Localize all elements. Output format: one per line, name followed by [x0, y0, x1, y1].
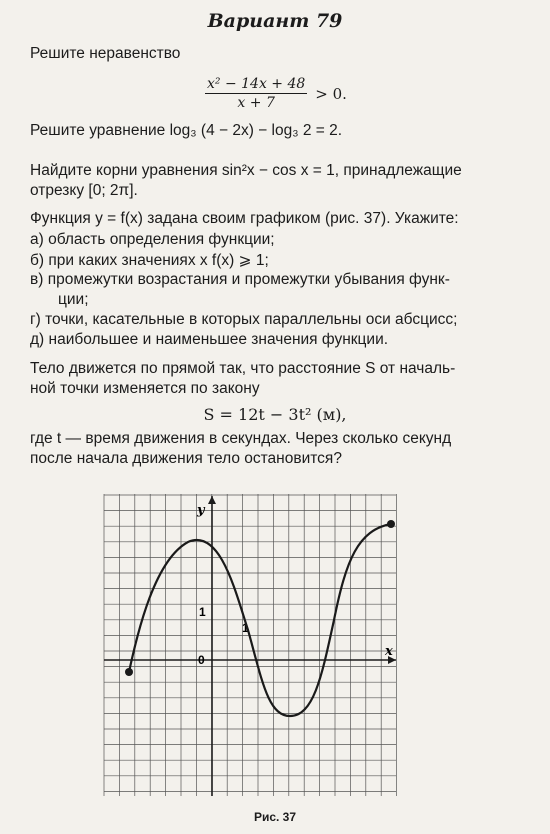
y-axis-arrow	[208, 496, 216, 504]
fraction-numerator: x² − 14x + 48	[207, 76, 306, 92]
task3-line2: отрезку [0; 2π].	[30, 182, 138, 199]
y-tick-label: 1	[199, 605, 206, 619]
task4-line1: Функция y = f(x) задана своим графиком (рис. 37). Укажите:	[30, 210, 459, 227]
task4-item-a: а) область определения функции;	[30, 231, 275, 248]
fraction	[205, 76, 307, 111]
task5-line2: ной точки изменяется по закону	[30, 380, 260, 397]
task4-item-d: г) точки, касательные в которых параллельны оси абсцисс;	[30, 311, 458, 328]
inequality-formula	[205, 76, 347, 111]
task4-item-c1: в) промежутки возрастания и промежутки убывания функ-	[30, 271, 450, 288]
task4-item-b: б) при каких значениях x f(x) ⩾ 1;	[30, 252, 269, 269]
graph-grid	[104, 494, 397, 796]
figure-caption: Рис. 37	[253, 810, 297, 824]
inequality-tail: > 0.	[315, 84, 347, 103]
x-tick-label: 1	[242, 621, 249, 635]
variant-title: Вариант 79	[207, 10, 343, 32]
motion-formula: S = 12t − 3t² (м),	[203, 405, 347, 424]
curve-start-point	[125, 668, 133, 676]
task3-line1: Найдите корни уравнения sin²x − cos x = 1, принадлежащие	[30, 162, 462, 179]
task5-line1: Тело движется по прямой так, что расстояние S от началь-	[30, 360, 456, 377]
curve-end-point	[387, 520, 395, 528]
task2-text: Решите уравнение log₃ (4 − 2x) − log₃ 2 = 2.	[30, 122, 343, 139]
task5-line3: где t — время движения в секундах. Через сколько секунд	[30, 430, 452, 447]
task1-intro: Решите неравенство	[30, 45, 181, 62]
origin-label: 0	[198, 653, 205, 667]
task4-item-e: д) наибольшее и наименьшее значения функции.	[30, 331, 389, 348]
y-axis-label: y	[197, 503, 205, 518]
function-graph	[100, 490, 400, 800]
task5-line4: после начала движения тело остановится?	[30, 450, 342, 467]
fraction-denominator: x + 7	[237, 95, 275, 111]
x-axis-label: x	[385, 644, 393, 659]
task4-item-c2: ции;	[58, 291, 89, 308]
